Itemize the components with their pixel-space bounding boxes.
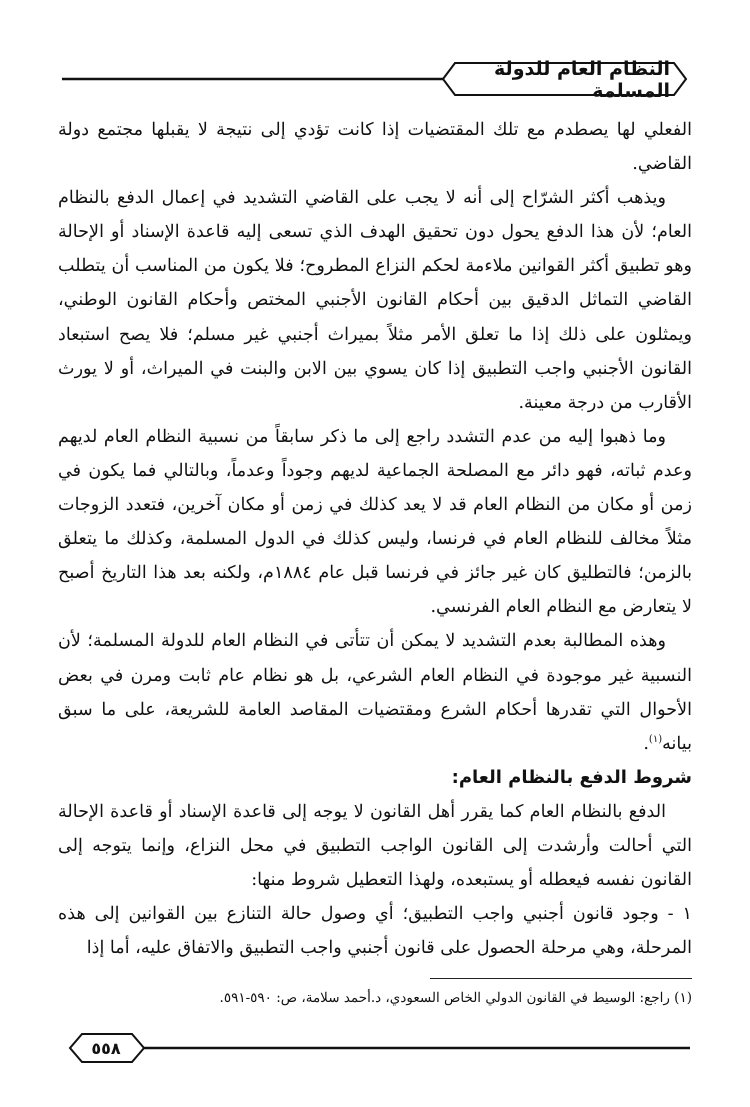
paragraph: الدفع بالنظام العام كما يقرر أهل القانون لا يوجه إلى قاعدة الإسناد أو قاعدة الإحالة التي أحالت وأرشدت إلى القانون الواجب التطبيق في محل النزاع، وإنما يتوجه إلى القانون نفسه فيعطله أو يستبعده، ولهذا التعطيل شروط منها: [58,801,692,890]
section-heading: شروط الدفع بالنظام العام: [451,766,692,788]
footnote: (١) راجع: الوسيط في القانون الدولي الخاص السعودي، د.أحمد سلامة، ص: ٥٩٠-٥٩١. [219,990,692,1006]
list-item: ١ - وجود قانون أجنبي واجب التطبيق؛ أي وصول حالة التنازع بين القوانين إلى هذه المرحلة، وهي مرحلة الحصول على قانون أجنبي واجب التطبيق والاتفاق عليه، أما إذا [58,904,692,959]
page-footer [62,1028,690,1068]
paragraph-text: وهذه المطالبة بعدم التشديد لا يمكن أن تتأتى في النظام العام للدولة المسلمة؛ لأن النسبية غير موجودة في النظام العام الشرعي، بل هو نظام عام ثابت ومرن في بعض الأحوال التي تقدرها أحكام الشرع ومقتضيات المقاصد العامة للشريعة، على ما سبق بيانه [58,631,692,754]
page-body [58,113,692,965]
footnote-reference: (١) [648,733,663,745]
paragraph: وما ذهبوا إليه من عدم التشدد راجع إلى ما ذكر سابقاً من نسبية النظام العام لديهم وعدم ثباته، فهو دائر مع المصلحة الجماعية لديهم وجوداً وعدماً، وبالتالي فما يكون في زمن أو مكان من النظام العام قد لا يعد كذلك في زمن أو مكان آخرين، فتعدد الزوجات مثلاً مخالف للنظام العام في فرنسا، وليس كذلك في الدول المسلمة، وكذلك ما يتعلق بالزمن؛ فالتطليق كان غير جائز في فرنسا قبل عام ١٨٨٤م، ولكنه بعد هذا التاريخ أصبح لا يتعارض مع النظام العام الفرنسي. [58,426,693,618]
page-number: ٥٥٨ [91,1038,121,1058]
paragraph: الفعلي لها يصطدم مع تلك المقتضيات إذا كانت تؤدي إلى نتيجة لا يقبلها مجتمع دولة القاضي. [58,120,692,175]
footnote-separator [430,978,692,979]
footer-frame [62,1028,690,1068]
paragraph: وهذه المطالبة بعدم التشديد لا يمكن أن تتأتى في النظام العام للدولة المسلمة؛ لأن النسبية غير موجودة في النظام العام الشرعي، بل هو نظام عام ثابت ومرن في بعض الأحوال التي تقدرها أحكام الشرع ومقتضيات المقاصد العامة للشريعة، على ما سبق بيانه$^{(١)}$. [58,631,692,754]
book-title: النظام العام للدولة المسلمة [494,58,670,102]
paragraph: ويذهب أكثر الشرّاح إلى أنه لا يجب على القاضي التشديد في إعمال الدفع بالنظام العام؛ لأن هذا الدفع يحول دون تحقيق الهدف الذي تسعى إليه قاعدة الإسناد أو الإحالة وهو تطبيق أكثر القوانين ملاءمة لحكم النزاع المطروح؛ فلا يكون من المناسب أن يتطلب القاضي التماثل الدقيق بين أحكام القانون الأجنبي المختص وأحكام القانون الوطني، ويمثلون على ذلك إذا ما تعلق الأمر مثلاً بميراث أجنبي غير مسلم؛ فلا يصح استبعاد القانون الأجنبي واجب التطبيق إذا كان يسوي بين الابن والبنت في الميراث، أو لا يورث الأقارب من درجة معينة. [58,188,692,413]
running-header [62,55,690,103]
